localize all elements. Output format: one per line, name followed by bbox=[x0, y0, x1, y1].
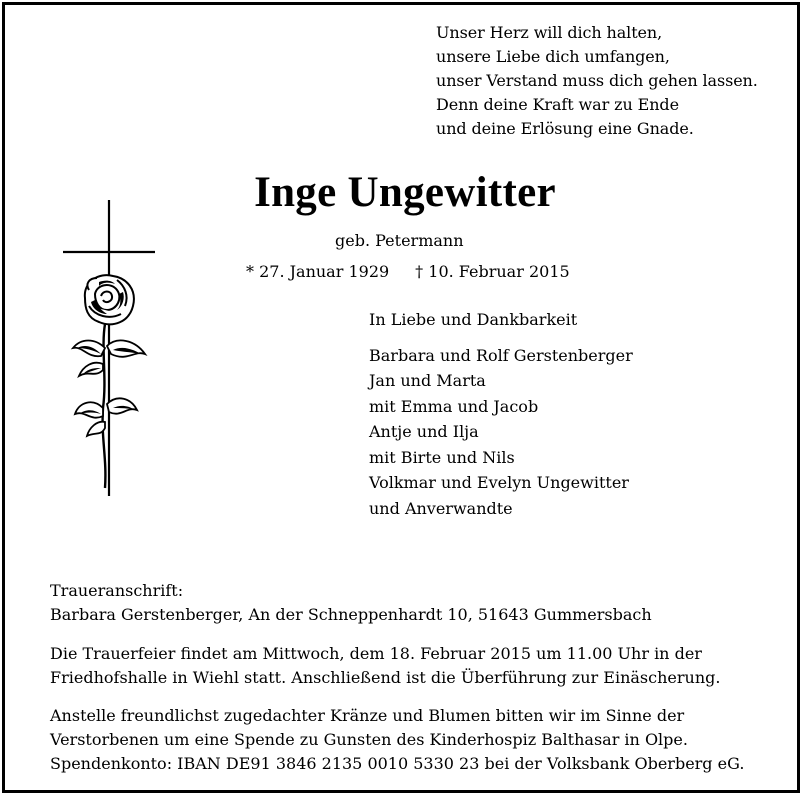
ceremony-line: Friedhofshalle in Wiehl statt. Anschließend ist die Überführung zur Einäscherung. bbox=[50, 668, 721, 687]
mourner-name: Jan und Marta bbox=[369, 371, 486, 390]
ceremony-line: Die Trauerfeier findet am Mittwoch, dem 18. Februar 2015 um 11.00 Uhr in der bbox=[50, 644, 702, 663]
mourner-name: und Anverwandte bbox=[369, 498, 513, 518]
donation-line: Spendenkonto: IBAN DE91 3846 2135 0010 5330 23 bei der Volksbank Oberberg eG. bbox=[50, 754, 745, 773]
death-date: † 10. Februar 2015 bbox=[415, 262, 570, 281]
mourner-name: Barbara und Rolf Gerstenberger bbox=[369, 345, 633, 365]
address-line: Barbara Gerstenberger, An der Schneppenhardt 10, 51643 Gummersbach bbox=[50, 605, 652, 624]
mourners bbox=[369, 307, 633, 521]
mourners-intro: In Liebe und Dankbarkeit bbox=[369, 310, 578, 329]
poem-line: unsere Liebe dich umfangen, bbox=[436, 47, 670, 66]
birth-date: * 27. Januar 1929 bbox=[246, 262, 390, 281]
ceremony-info bbox=[50, 642, 720, 690]
poem bbox=[436, 21, 791, 141]
mourner-name: Antje und Ilja bbox=[369, 422, 479, 441]
mourner-name: mit Emma und Jacob bbox=[369, 396, 539, 416]
poem-line: Denn deine Kraft war zu Ende bbox=[436, 95, 679, 114]
address-label: Traueranschrift: bbox=[50, 581, 184, 600]
funeral-address bbox=[50, 579, 652, 627]
donation-info bbox=[50, 704, 744, 776]
poem-line: unser Verstand muss dich gehen lassen. bbox=[436, 71, 758, 90]
deceased-name: Inge Ungewitter bbox=[254, 169, 556, 216]
mourner-name: mit Birte und Nils bbox=[369, 447, 515, 467]
birth-name: geb. Petermann bbox=[335, 231, 464, 250]
poem-line: Unser Herz will dich halten, bbox=[436, 23, 663, 42]
mourner-name: Volkmar und Evelyn Ungewitter bbox=[369, 473, 629, 492]
obituary-notice bbox=[2, 2, 800, 793]
life-dates bbox=[246, 261, 570, 283]
poem-line: und deine Erlösung eine Gnade. bbox=[436, 119, 694, 138]
cross-with-rose-icon bbox=[55, 198, 165, 498]
donation-line: Anstelle freundlichst zugedachter Kränze und Blumen bitten wir im Sinne der bbox=[50, 706, 685, 725]
donation-line: Verstorbenen um eine Spende zu Gunsten des Kinderhospiz Balthasar in Olpe. bbox=[50, 730, 688, 749]
